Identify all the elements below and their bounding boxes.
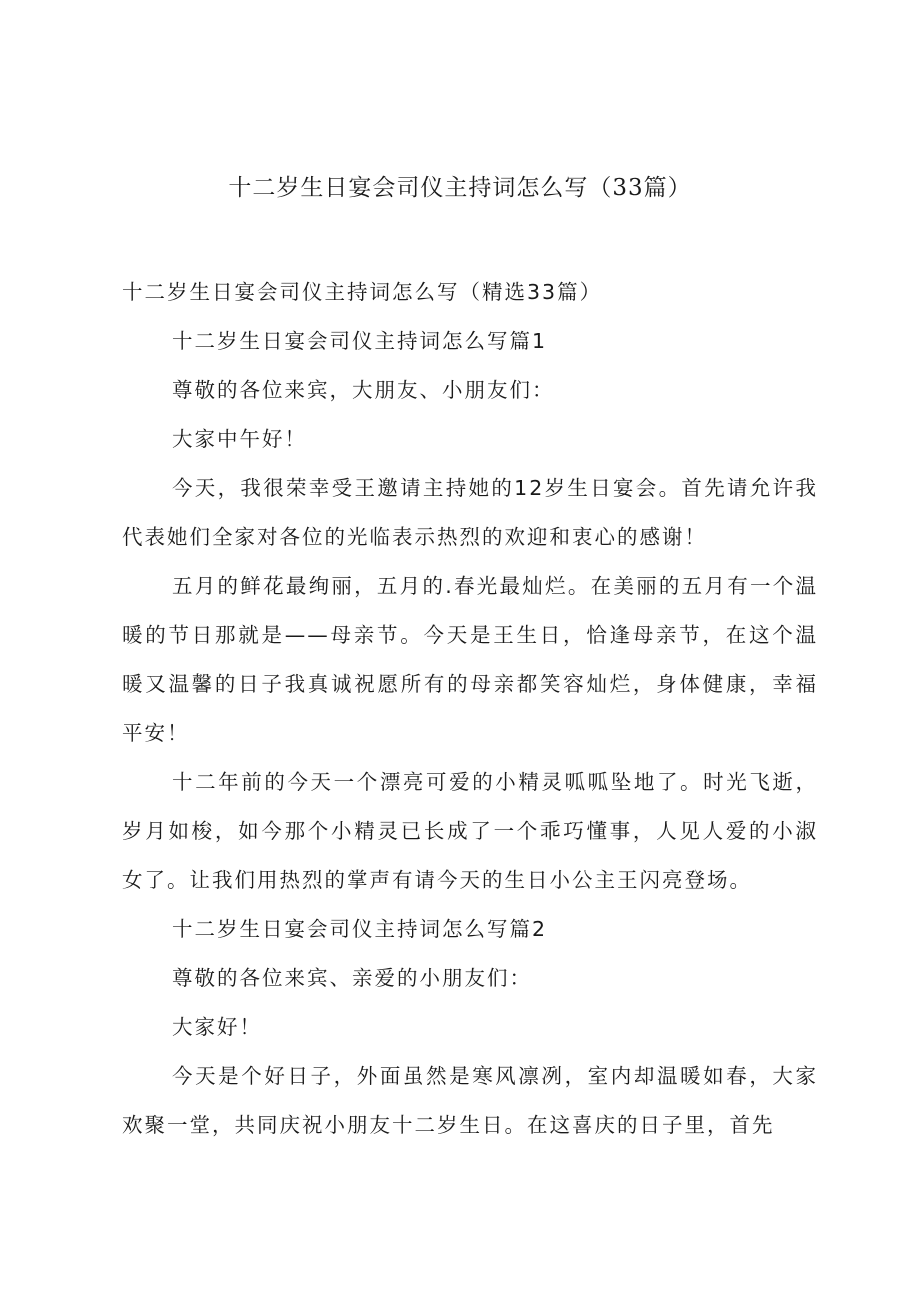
section-heading: 十二岁生日宴会司仪主持词怎么写篇1 (172, 329, 548, 353)
document-body (122, 268, 818, 1150)
paragraph: 十二年前的今天一个漂亮可爱的小精灵呱呱坠地了。时光飞逝，岁月如梭，如今那个小精灵已长成了一个乖巧懂事，人见人爱的小淑女了。让我们用热烈的掌声有请今天的生日小公主王闪亮登场。 (122, 770, 818, 892)
paragraph: 大家中午好！ (172, 427, 307, 451)
paragraph: 尊敬的各位来宾、亲爱的小朋友们： (172, 966, 532, 990)
section-heading: 十二岁生日宴会司仪主持词怎么写篇2 (172, 917, 548, 941)
paragraph: 今天是个好日子，外面虽然是寒风凛冽，室内却温暖如春，大家欢聚一堂，共同庆祝小朋友十二岁生日。在这喜庆的日子里，首先 (122, 1064, 818, 1137)
paragraph: 五月的鲜花最绚丽，五月的.春光最灿烂。在美丽的五月有一个温暖的节日那就是——母亲节。今天是王生日，恰逢母亲节，在这个温暖又温馨的日子我真诚祝愿所有的母亲都笑容灿烂，身体健康，幸福平安！ (122, 574, 818, 745)
document-title: 十二岁生日宴会司仪主持词怎么写（33篇） (228, 175, 692, 201)
paragraph: 大家好！ (172, 1015, 262, 1039)
paragraph: 尊敬的各位来宾，大朋友、小朋友们： (172, 378, 555, 402)
paragraph: 今天，我很荣幸受王邀请主持她的12岁生日宴会。首先请允许我代表她们全家对各位的光临表示热烈的欢迎和衷心的感谢！ (122, 476, 818, 549)
document-subtitle: 十二岁生日宴会司仪主持词怎么写（精选33篇） (122, 280, 603, 304)
